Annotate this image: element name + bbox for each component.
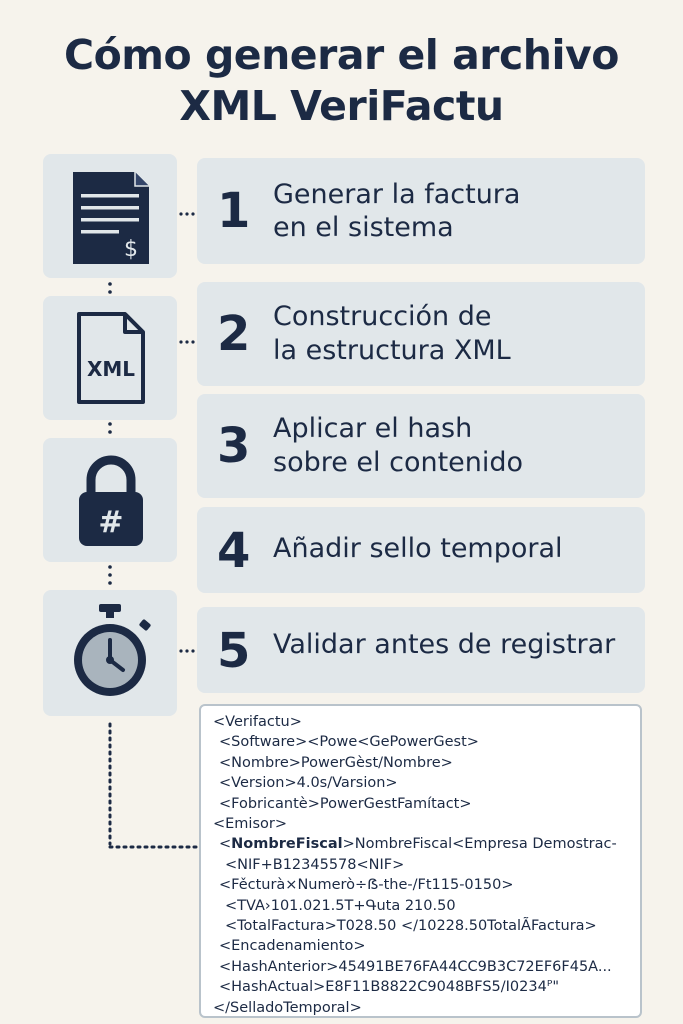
step-5-number: 5	[217, 623, 251, 679]
icon-box-1	[43, 154, 177, 278]
code-line: <NombreFiscal>NombreFiscal<Empresa Demostrac-	[219, 836, 617, 853]
step-1	[197, 158, 645, 264]
step-3-number: 3	[217, 418, 251, 474]
step-4	[197, 507, 645, 593]
step-2-label-line-1: Construcción de	[273, 301, 492, 332]
icon-box-2	[43, 296, 177, 420]
hash-sign: #	[98, 505, 124, 540]
step-3-label-line-2: sobre el contenido	[273, 447, 524, 478]
step-1-label-line-1: Generar la factura	[273, 179, 521, 210]
xml-file-icon	[43, 296, 177, 420]
code-line: <Fěcturà×Numerò÷ẞ-the-/Ft115-0150>	[219, 877, 514, 894]
code-line: <Version>4.0s/Varsion>	[219, 775, 398, 792]
code-line: <TVA›101.021.5T+Գuta 210.50	[225, 897, 456, 914]
step-3-label-line-1: Aplicar el hash	[273, 413, 473, 444]
code-line: <Encadenamiento>	[219, 938, 366, 955]
code-bold-tag: NombreFiscal	[231, 836, 343, 853]
icon-box-3	[43, 438, 177, 562]
step-1-number: 1	[217, 183, 251, 239]
step-5-label: Validar antes de registrar	[273, 629, 616, 660]
code-line: <Fobricantè>PowerGestFamítact>	[219, 795, 472, 812]
step-4-label: Añadir sello temporal	[273, 533, 563, 564]
title-line-1: Cómo generar el archivo	[64, 31, 619, 79]
dollar-sign: $	[124, 237, 138, 262]
step-3	[197, 394, 645, 498]
code-line: <Nombre>PowerGèst/Nombre>	[219, 754, 453, 771]
code-line: <NIF+B12345578<NIF>	[225, 856, 405, 873]
code-line: </SelladoTemporal>	[213, 999, 362, 1016]
hash-lock-icon	[43, 438, 177, 562]
code-lines	[213, 712, 632, 1018]
step-2-number: 2	[217, 306, 251, 362]
code-line: <Software><Powe<GePowerGest>	[219, 734, 479, 751]
xml-label: XML	[86, 357, 136, 381]
step-5	[197, 607, 645, 693]
invoice-document-icon	[43, 154, 177, 278]
step-2-label-line-2: la estructura XML	[273, 335, 511, 366]
title-line-2: XML VeriFactu	[179, 82, 504, 130]
code-line: <HashActual>E8F11B8822C9048BFS5/I0234ᴾ"	[219, 979, 560, 996]
step-1-label-line-2: en el sistema	[273, 212, 454, 243]
xml-code-sample	[199, 704, 642, 1018]
step-2	[197, 282, 645, 386]
icon-box-4	[43, 590, 177, 716]
stopwatch-icon	[43, 590, 177, 716]
code-line: <Verifactu>	[213, 714, 302, 730]
code-line: <TotalFactura>T028.50 </10228.50TotalÃFactura>	[225, 918, 597, 935]
code-line: <HashAnterior>45491BE76FA44CC9B3C72EF6F45A...	[219, 958, 612, 975]
code-line: <Emisor>	[213, 816, 288, 833]
step-4-number: 4	[217, 523, 251, 579]
